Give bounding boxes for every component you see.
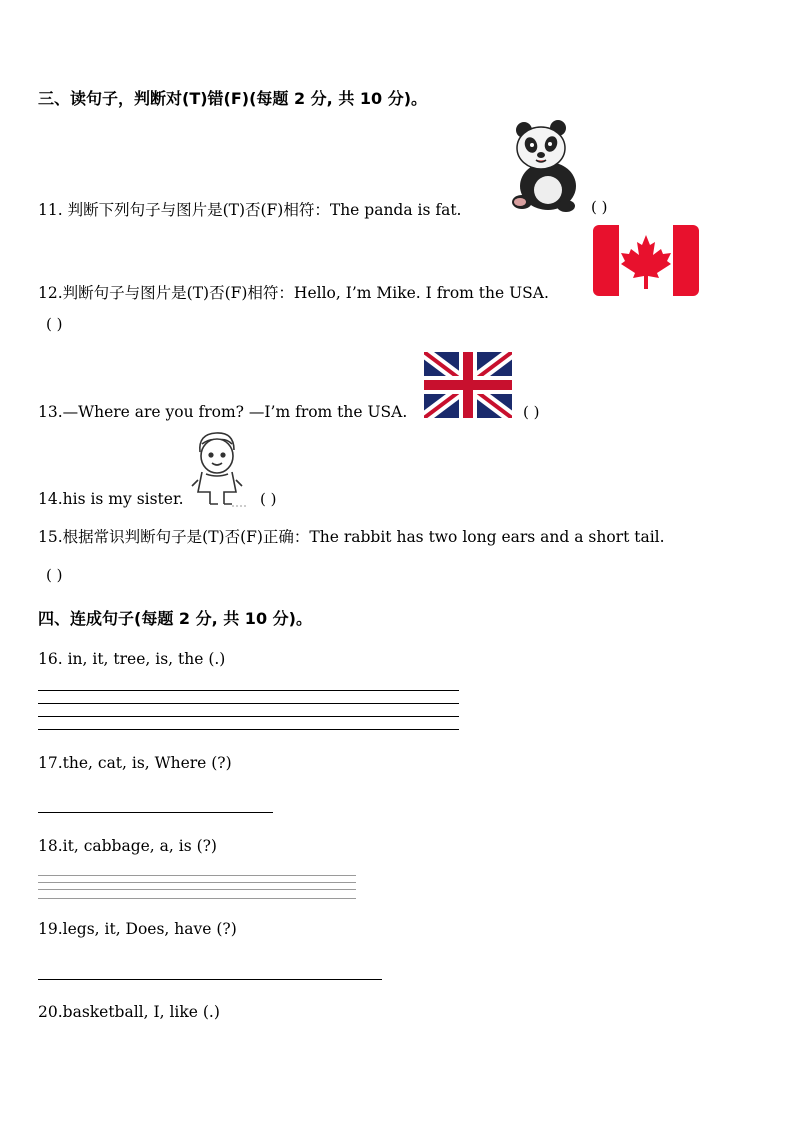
answer-line-17[interactable] xyxy=(38,812,273,813)
question-12: 12.判断句子与图片是(T)否(F)相符：Hello, I’m Mike. I from the USA. xyxy=(38,284,549,302)
answer-line xyxy=(38,703,459,704)
answer-paren-14[interactable]: ( ) xyxy=(260,490,277,508)
question-14: 14.his is my sister. xyxy=(38,490,184,508)
answer-paren-13[interactable]: ( ) xyxy=(523,403,540,421)
boy-image xyxy=(188,430,250,508)
answer-paren-15[interactable]: ( ) xyxy=(46,566,63,584)
canada-flag-image xyxy=(593,225,699,296)
question-19: 19.legs, it, Does, have (?) xyxy=(38,920,237,938)
question-20: 20.basketball, I, like (.) xyxy=(38,1003,220,1021)
question-16: 16. in, it, tree, is, the (.) xyxy=(38,650,226,668)
answer-line xyxy=(38,875,356,876)
question-17: 17.the, cat, is, Where (?) xyxy=(38,754,232,772)
answer-line-19[interactable] xyxy=(38,979,382,980)
question-11: 11. 判断下列句子与图片是(T)否(F)相符：The panda is fat. xyxy=(38,201,462,219)
question-18: 18.it, cabbage, a, is (?) xyxy=(38,837,217,855)
answer-line xyxy=(38,882,356,883)
answer-line xyxy=(38,889,356,890)
answer-paren-11[interactable]: ( ) xyxy=(591,198,608,216)
answer-line xyxy=(38,898,356,899)
answer-line xyxy=(38,716,459,717)
uk-flag-image xyxy=(424,352,512,418)
question-13: 13.—Where are you from? —I’m from the USA. xyxy=(38,403,408,421)
answer-line xyxy=(38,729,459,730)
answer-line xyxy=(38,690,459,691)
panda-image xyxy=(506,120,584,214)
section-3-title: 三、读句子，判断对(T)错(F)(每题 2 分, 共 10 分)。 xyxy=(38,89,428,108)
answer-paren-12[interactable]: ( ) xyxy=(46,315,63,333)
question-15: 15.根据常识判断句子是(T)否(F)正确：The rabbit has two long ears and a short tail. xyxy=(38,528,665,546)
section-4-title: 四、连成句子(每题 2 分, 共 10 分)。 xyxy=(38,609,312,628)
